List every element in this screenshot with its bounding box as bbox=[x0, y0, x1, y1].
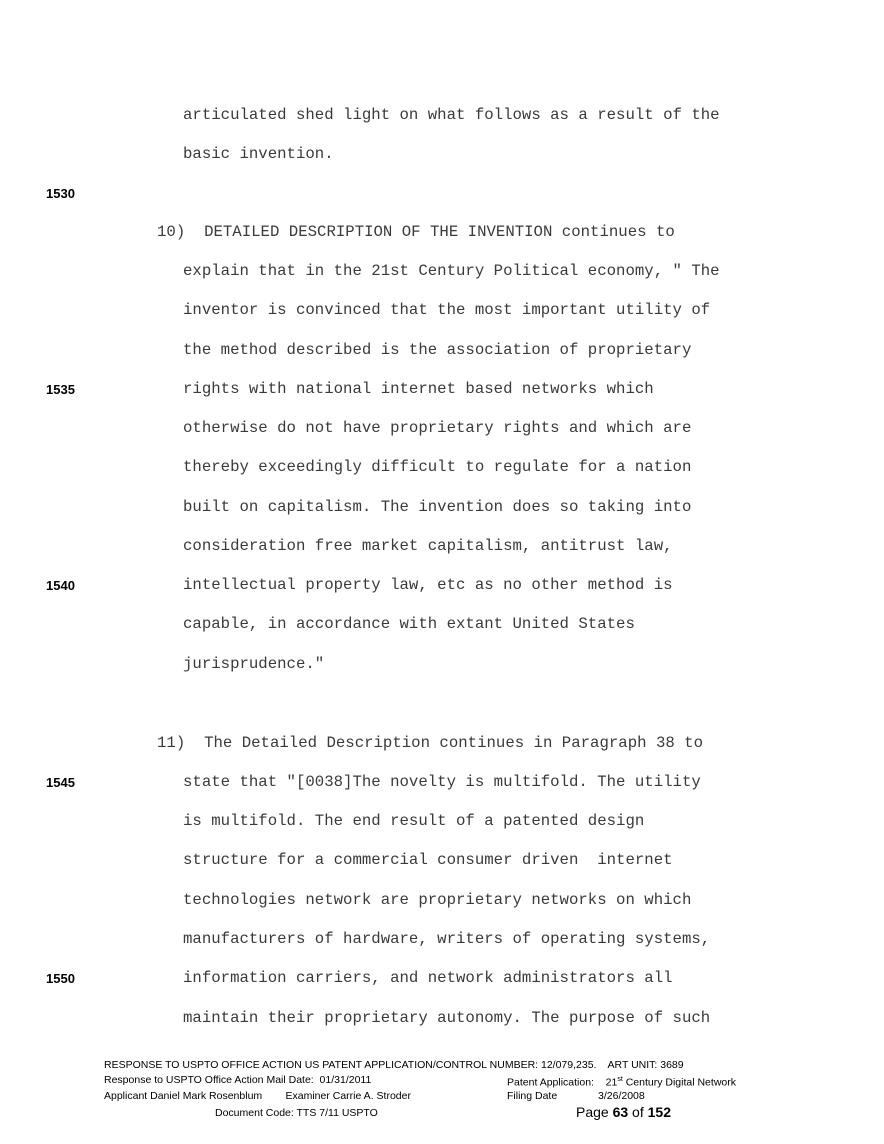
body-line: technologies network are proprietary networks on which bbox=[183, 891, 692, 909]
line-number: 1545 bbox=[46, 775, 75, 790]
body-line: 11) The Detailed Description continues in Paragraph 38 to bbox=[157, 734, 704, 752]
footer-applicant-examiner: Applicant Daniel Mark Rosenblum Examiner Carrie A. Stroder bbox=[104, 1090, 411, 1102]
footer-mail-date: Response to USPTO Office Action Mail Date: 01/31/2011 bbox=[104, 1074, 372, 1086]
body-line: consideration free market capitalism, antitrust law, bbox=[183, 537, 673, 555]
body-line: intellectual property law, etc as no other method is bbox=[183, 576, 673, 594]
body-line: otherwise do not have proprietary rights and which are bbox=[183, 419, 692, 437]
page-prefix: Page bbox=[576, 1104, 613, 1120]
body-line: information carriers, and network administrators all bbox=[183, 969, 673, 987]
body-line: maintain their proprietary autonomy. The purpose of such bbox=[183, 1009, 711, 1027]
body-line: basic invention. bbox=[183, 145, 334, 163]
body-line: the method described is the association of proprietary bbox=[183, 341, 692, 359]
body-line: capable, in accordance with extant United States bbox=[183, 615, 635, 633]
body-line: explain that in the 21st Century Political economy, " The bbox=[183, 262, 720, 280]
footer-patent-application bbox=[507, 1073, 736, 1090]
line-number: 1540 bbox=[46, 578, 75, 593]
patent-application-label: Patent Application: 21 bbox=[507, 1076, 618, 1089]
body-line: state that "[0038]The novelty is multifold. The utility bbox=[183, 773, 701, 791]
body-line: inventor is convinced that the most important utility of bbox=[183, 301, 711, 319]
footer-filing-date: Filing Date 3/26/2008 bbox=[507, 1090, 645, 1102]
body-line: thereby exceedingly difficult to regulate for a nation bbox=[183, 458, 692, 476]
page-total: 152 bbox=[647, 1104, 671, 1120]
body-line: is multifold. The end result of a patented design bbox=[183, 812, 645, 830]
body-line: structure for a commercial consumer driven internet bbox=[183, 851, 673, 869]
page-indicator bbox=[576, 1104, 671, 1120]
page-of: of bbox=[628, 1104, 648, 1120]
body-line: jurisprudence." bbox=[183, 655, 325, 673]
page-current: 63 bbox=[612, 1104, 629, 1120]
ordinal-suffix: st bbox=[617, 1076, 623, 1083]
line-number: 1530 bbox=[46, 186, 75, 201]
line-number: 1550 bbox=[46, 971, 75, 986]
body-line: 10) DETAILED DESCRIPTION OF THE INVENTION continues to bbox=[157, 223, 675, 241]
body-line: rights with national internet based networks which bbox=[183, 380, 654, 398]
body-line: articulated shed light on what follows as a result of the bbox=[183, 106, 720, 124]
patent-application-title: Century Digital Network bbox=[622, 1076, 736, 1089]
body-line: manufacturers of hardware, writers of operating systems, bbox=[183, 930, 711, 948]
footer-document-code: Document Code: TTS 7/11 USPTO bbox=[215, 1107, 378, 1119]
body-line: built on capitalism. The invention does so taking into bbox=[183, 498, 692, 516]
footer-line-1: RESPONSE TO USPTO OFFICE ACTION US PATENT APPLICATION/CONTROL NUMBER: 12/079,235. ART UNIT: 3689 bbox=[104, 1059, 684, 1071]
line-number: 1535 bbox=[46, 382, 75, 397]
